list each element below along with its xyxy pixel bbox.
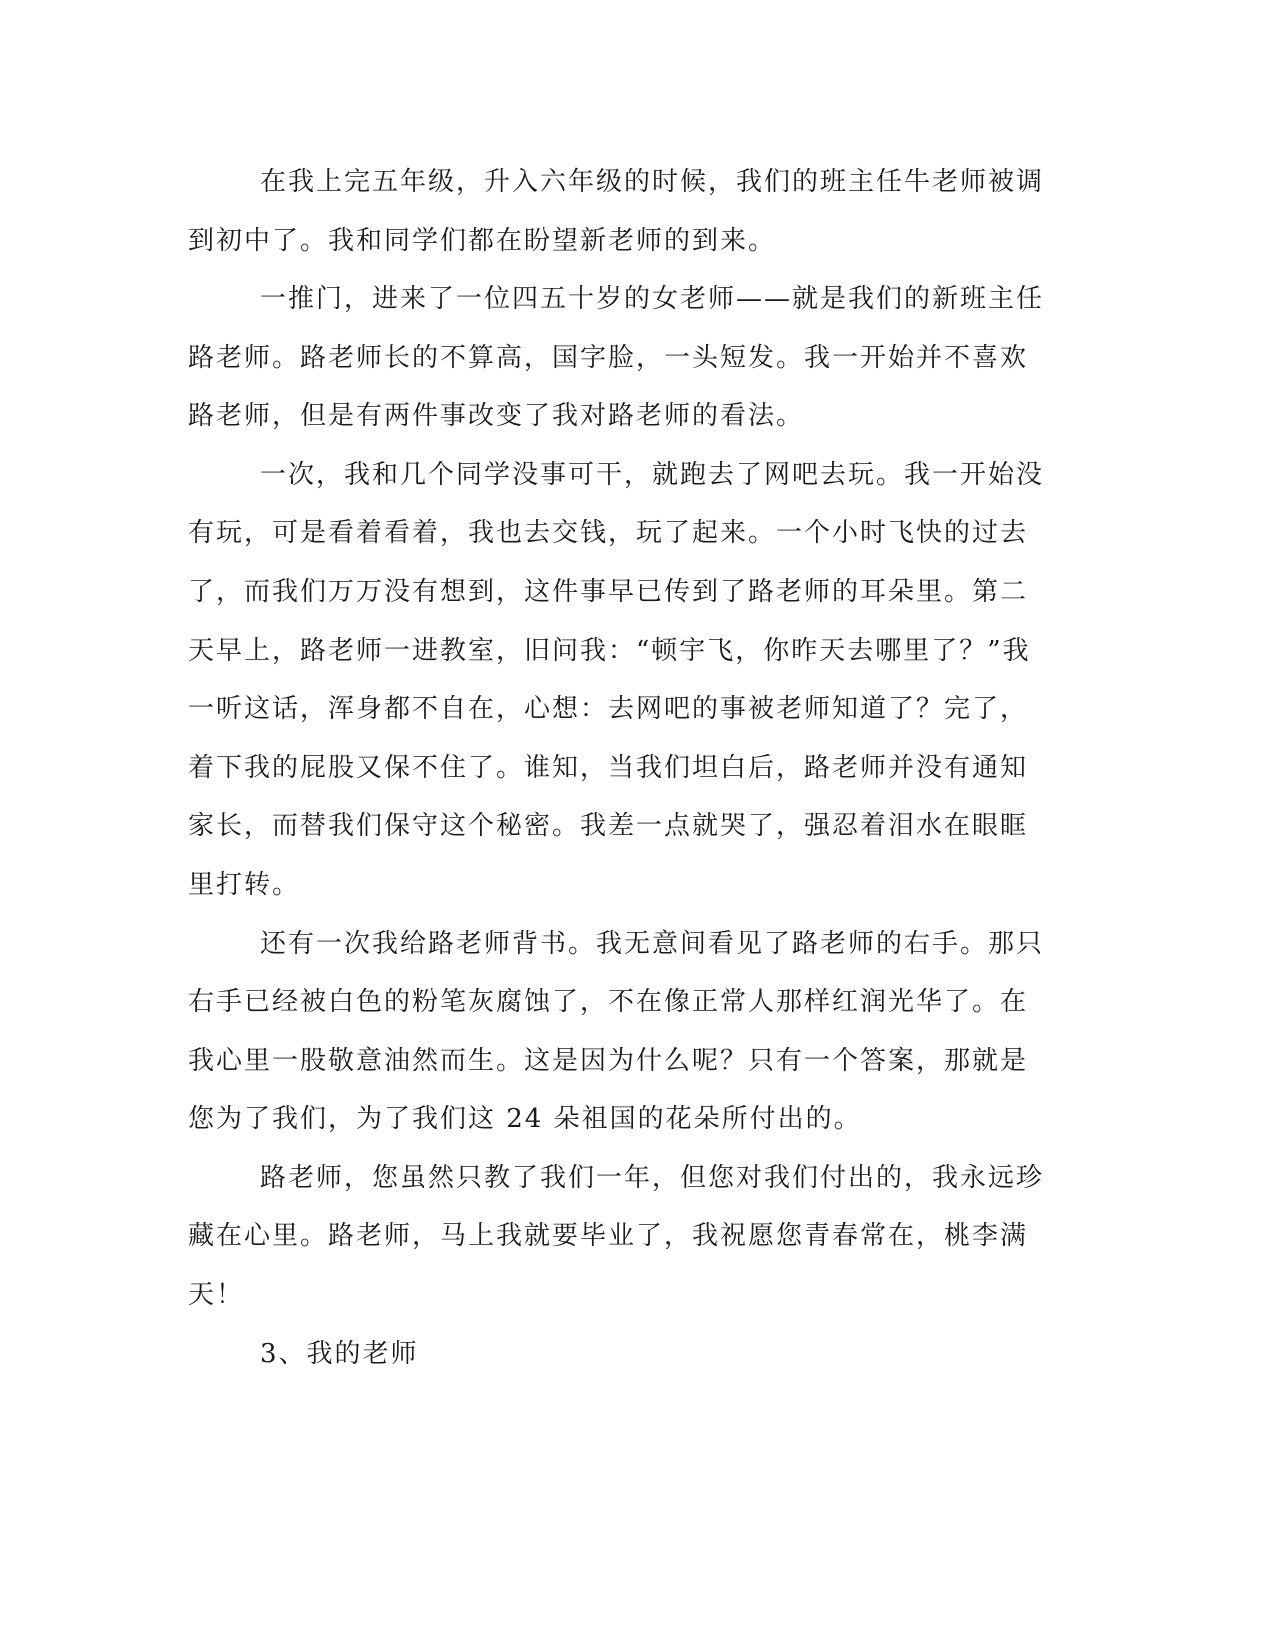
text-line: 天早上，路老师一进教室，旧问我：“顿宇飞，你昨天去哪里了？”我 bbox=[188, 636, 1031, 666]
text-line: 还有一次我给路老师背书。我无意间看见了路老师的右手。那只 bbox=[260, 929, 1045, 959]
text-line: 在我上完五年级，升入六年级的时候，我们的班主任牛老师被调 bbox=[260, 167, 1045, 197]
text-line: 着下我的屁股又保不住了。谁知，当我们坦白后，路老师并没有通知 bbox=[188, 753, 1029, 783]
text-line: 路老师，您虽然只教了我们一年，但您对我们付出的，我永远珍 bbox=[260, 1163, 1045, 1193]
section-heading: 3、我的老师 bbox=[260, 1339, 419, 1369]
text-line: 路老师，但是有两件事改变了我对路老师的看法。 bbox=[188, 401, 805, 431]
text-line: 藏在心里。路老师，马上我就要毕业了，我祝愿您青春常在，桃李满 bbox=[188, 1221, 1029, 1251]
text-line: 您为了我们，为了我们这 24 朵祖国的花朵所付出的。 bbox=[188, 1104, 862, 1134]
text-line: 一次，我和几个同学没事可干，就跑去了网吧去玩。我一开始没 bbox=[260, 460, 1045, 490]
text-line: 右手已经被白色的粉笔灰腐蚀了，不在像正常人那样红润光华了。在 bbox=[188, 987, 1029, 1017]
text-line: 一听这话，浑身都不自在，心想：去网吧的事被老师知道了？完了， bbox=[188, 694, 1029, 724]
text-line: 路老师。路老师长的不算高，国字脸，一头短发。我一开始并不喜欢 bbox=[188, 343, 1029, 373]
text-line: 了，而我们万万没有想到，这件事早已传到了路老师的耳朵里。第二 bbox=[188, 577, 1029, 607]
text-line: 里打转。 bbox=[188, 870, 301, 900]
text-line: 到初中了。我和同学们都在盼望新老师的到来。 bbox=[188, 226, 777, 256]
text-line: 天！ bbox=[188, 1280, 245, 1310]
text-line: 一推门，进来了一位四五十岁的女老师——就是我们的新班主任 bbox=[260, 284, 1045, 314]
text-line: 有玩，可是看着看着，我也去交钱，玩了起来。一个小时飞快的过去 bbox=[188, 518, 1029, 548]
text-line: 我心里一股敬意油然而生。这是因为什么呢？只有一个答案，那就是 bbox=[188, 1046, 1029, 1076]
text-line: 家长，而替我们保守这个秘密。我差一点就哭了，强忍着泪水在眼眶 bbox=[188, 811, 1029, 841]
